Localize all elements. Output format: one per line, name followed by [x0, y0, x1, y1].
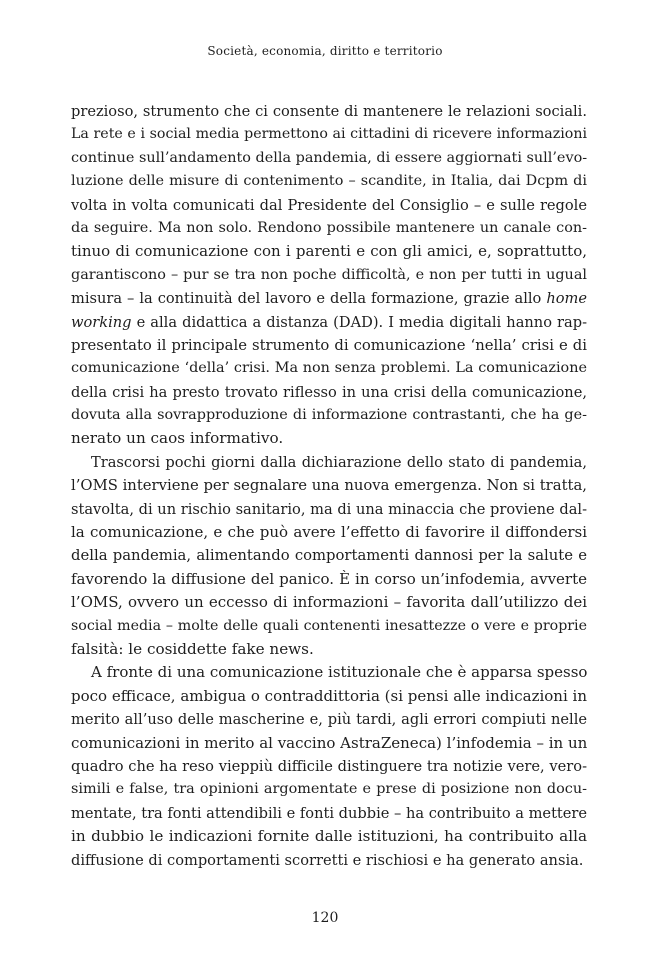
text-line: quadro che ha reso vieppiù difficile distinguere tra notizie vere, vero- — [71, 757, 587, 775]
text-line: nerato un caos informativo. — [71, 429, 284, 448]
text-line: falsità: le cosiddette fake news. — [71, 639, 314, 658]
body-text — [71, 100, 587, 872]
text-line: mentate, tra fonti attendibili e fonti dubbie – ha contribuito a mettere — [71, 804, 588, 822]
text-line: dovuta alla sovrapproduzione di informazione contrastanti, che ha ge- — [71, 407, 587, 424]
text-line: social media – molte delle quali contenenti inesattezze o vere e proprie — [71, 617, 587, 634]
text-line: simili e false, tra opinioni argomentate e prese di posizione non docu- — [71, 781, 587, 798]
paragraph-1 — [71, 100, 587, 451]
text-line: l’OMS interviene per segnalare una nuova emergenza. Non si tratta, — [71, 477, 587, 495]
text-line: della crisi ha presto trovato riflesso in una crisi della comunicazione, — [71, 383, 587, 401]
running-header: Società, economia, diritto e territorio — [207, 44, 443, 58]
text-fragment: misura – la continuità del lavoro e della formazione, grazie allo — [71, 290, 547, 308]
text-line: comunicazione ‘della’ crisi. Ma non senza problemi. La comunicazione — [71, 360, 587, 377]
text-line: tinuo di comunicazione con i parenti e con gli amici, e, soprattutto, — [71, 242, 587, 261]
text-line: l’OMS, ovvero un eccesso di informazioni – favorita dall’utilizzo dei — [71, 593, 587, 612]
text-line: della pandemia, alimentando comportamenti dannosi per la salute e — [71, 547, 587, 565]
text-line: comunicazioni in merito al vaccino AstraZeneca) l’infodemia – in un — [71, 733, 588, 752]
text-line: da seguire. Ma non solo. Rendono possibile mantenere un canale con- — [71, 219, 587, 236]
text-line: A fronte di una comunicazione istituzionale che è apparsa spesso — [91, 663, 588, 682]
text-line: presentato il principale strumento di comunicazione ‘nella’ crisi e di — [71, 336, 587, 354]
text-line: luzione delle misure di contenimento – scandite, in Italia, dai Dcpm di — [71, 173, 587, 190]
text-line: diffusione di comportamenti scorretti e rischiosi e ha generato ansia. — [71, 851, 584, 869]
page-number: 120 — [311, 910, 339, 926]
text-line: Trascorsi pochi giorni dalla dichiarazione dello stato di pandemia, — [91, 453, 587, 471]
text-line: poco efficace, ambigua o contraddittoria (si pensi alle indicazioni in — [71, 686, 587, 705]
text-line: in dubbio le indicazioni fornite dalle istituzioni, ha contribuito alla — [71, 827, 587, 846]
italic-term: working — [71, 313, 132, 331]
text-line: prezioso, strumento che ci consente di mantenere le relazioni sociali. — [71, 103, 587, 120]
text-line: la comunicazione, e che può avere l’effetto di favorire il diffondersi — [71, 523, 587, 542]
text-line — [71, 311, 587, 334]
paragraph-2 — [71, 451, 587, 662]
text-line: merito all’uso delle mascherine e, più tardi, agli errori compiuti nelle — [71, 711, 587, 729]
text-line: stavolta, di un rischio sanitario, ma di una minaccia che proviene dal- — [71, 500, 587, 518]
italic-term: home — [546, 290, 587, 308]
paragraph-3 — [71, 661, 587, 872]
text-line: volta in volta comunicati dal Presidente del Consiglio – e sulle regole — [71, 196, 587, 214]
text-line: garantiscono – pur se tra non poche difficoltà, e non per tutti in ugual — [71, 266, 587, 283]
text-line: La rete e i social media permettono ai cittadini di ricevere informazioni — [71, 126, 587, 143]
text-fragment: e alla didattica a distanza (DAD). I media digitali hanno rap- — [131, 313, 587, 331]
text-line — [71, 287, 587, 310]
text-line: favorendo la diffusione del panico. È in corso un’infodemia, avverte — [71, 569, 587, 588]
text-line: continue sull’andamento della pandemia, di essere aggiornati sull’evo- — [71, 149, 588, 166]
